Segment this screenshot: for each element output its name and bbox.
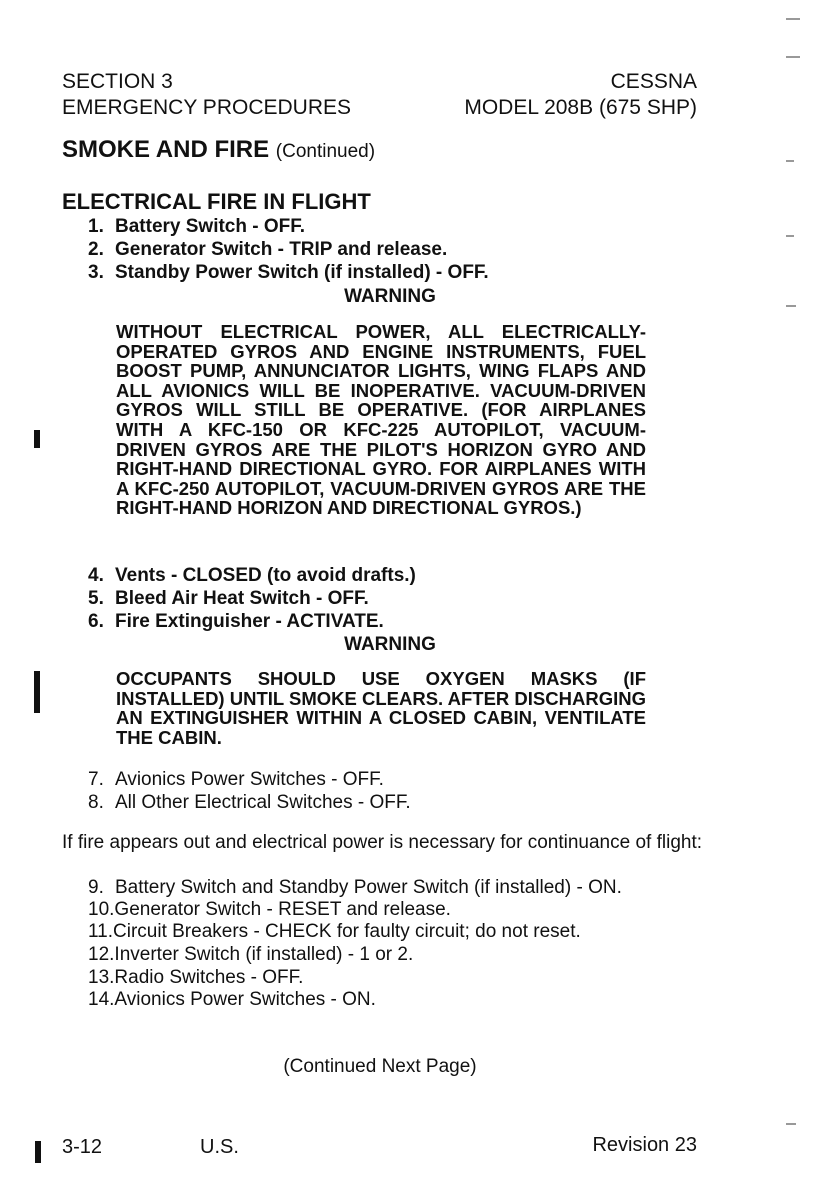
scan-mark — [786, 1123, 796, 1125]
step-8: 8. All Other Electrical Switches - OFF. — [88, 792, 411, 813]
step-3: 3. Standby Power Switch (if installed) - OFF. — [88, 262, 489, 283]
step-7: 7. Avionics Power Switches - OFF. — [88, 769, 384, 790]
step-5: 5. Bleed Air Heat Switch - OFF. — [88, 588, 369, 609]
revision-label: Revision 23 — [592, 1134, 697, 1156]
page-title-main: SMOKE AND FIRE — [62, 136, 270, 163]
scan-mark — [786, 18, 800, 20]
change-bar — [34, 430, 40, 448]
step-2: 2. Generator Switch - TRIP and release. — [88, 239, 448, 260]
edition-label: U.S. — [200, 1136, 239, 1158]
warning-text: WITHOUT ELECTRICAL POWER, ALL ELECTRICALLY-OPERATED GYROS AND ENGINE INSTRUMENTS, FUEL BOOST PUMP, ANNUNCIATOR LIGHTS, WING FLAPS AND ALL AVIONICS WILL BE INOPERATIVE. VACUUM-DRIVEN GYROS WILL STILL BE OPERATIVE. (FOR AIRPLANES WITH A KFC-150 OR KFC-225 AUTOPILOT, VACUUM-DRIVEN GYROS ARE THE PILOT'S HORIZON GYRO AND RIGHT-HAND DIRECTIONAL GYRO. FOR AIRPLANES WITH A KFC-250 AUTOPILOT, VACUUM-DRIVEN GYROS ARE THE RIGHT-HAND HORIZON AND DIRECTIONAL GYROS.) — [116, 321, 646, 519]
page-title-continued: (Continued) — [275, 141, 376, 162]
step-1: 1. Battery Switch - OFF. — [88, 216, 306, 237]
step-6: 6. Fire Extinguisher - ACTIVATE. — [88, 611, 384, 632]
change-bar — [34, 671, 40, 713]
step-4: 4. Vents - CLOSED (to avoid drafts.) — [88, 565, 416, 586]
section-number: SECTION 3 — [62, 70, 173, 93]
page-number: 3-12 — [62, 1136, 103, 1158]
page-title — [62, 136, 375, 164]
warning-label: WARNING — [344, 634, 436, 655]
scan-mark — [786, 56, 800, 58]
header-left — [62, 69, 351, 121]
step-9: 9. Battery Switch and Standby Power Switch (if installed) - ON. — [88, 877, 622, 898]
manufacturer: CESSNA — [610, 70, 697, 93]
change-bar — [35, 1141, 41, 1163]
condition-paragraph: If fire appears out and electrical power is necessary for continuance of flight: — [62, 832, 703, 853]
warning-text: OCCUPANTS SHOULD USE OXYGEN MASKS (IF INSTALLED) UNTIL SMOKE CLEARS. AFTER DISCHARGING AN EXTINGUISHER WITHIN A CLOSED CABIN, VENTILATE THE CABIN. — [116, 668, 646, 748]
warning-label: WARNING — [344, 286, 436, 307]
section-title: EMERGENCY PROCEDURES — [62, 96, 351, 119]
continued-next-page: (Continued Next Page) — [283, 1056, 477, 1077]
step-13: 13.Radio Switches - OFF. — [88, 967, 304, 988]
scan-mark — [786, 305, 796, 307]
header-right — [464, 69, 697, 121]
scan-mark — [786, 235, 794, 237]
step-14: 14.Avionics Power Switches - ON. — [88, 989, 376, 1010]
step-11: 11.Circuit Breakers - CHECK for faulty circuit; do not reset. — [88, 921, 581, 942]
procedure-title: ELECTRICAL FIRE IN FLIGHT — [62, 189, 371, 214]
model: MODEL 208B (675 SHP) — [464, 96, 697, 119]
step-12: 12.Inverter Switch (if installed) - 1 or 2. — [88, 944, 414, 965]
scan-mark — [786, 160, 794, 162]
step-10: 10.Generator Switch - RESET and release. — [88, 899, 451, 920]
